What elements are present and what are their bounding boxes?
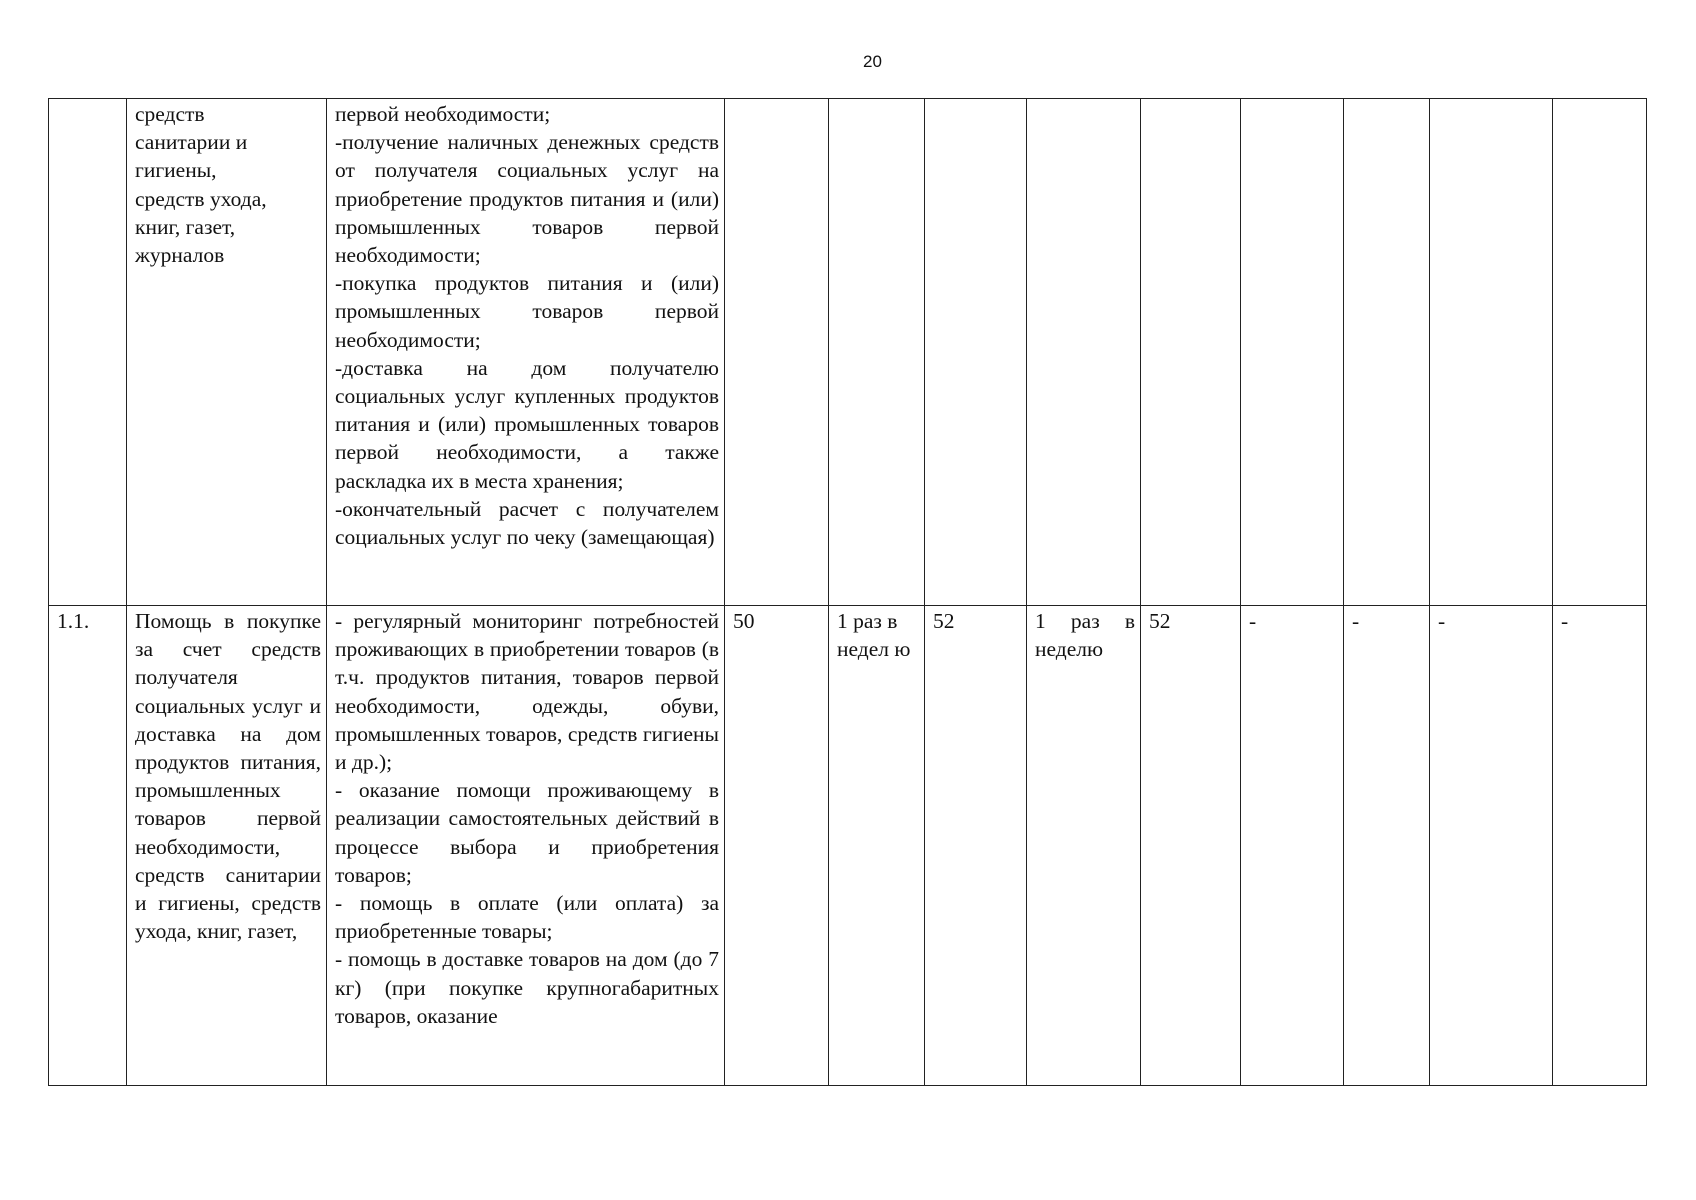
table-cell <box>925 99 1027 606</box>
services-table <box>48 98 1647 1086</box>
service-description-cell <box>327 606 725 1086</box>
service-name-cell: Помощь в покупке за счет средств получателя социальных услуг и доставка на дом продуктов питания, промышленных товаров первой необходимости, средств санитарии и гигиены, средств ухода, книг, газет, <box>127 606 327 1086</box>
table-cell <box>829 99 925 606</box>
description-item: - оказание помощи проживающему в реализации самостоятельных действий в процессе выбора и приобретения товаров; <box>335 778 719 887</box>
table-cell <box>1430 99 1553 606</box>
table-cell: - <box>1344 606 1430 1086</box>
row-number-cell: 1.1. <box>49 606 127 1086</box>
frequency-cell: 1 раз в неделю <box>1027 606 1141 1086</box>
description-item: -доставка на дом получателю социальных услуг купленных продуктов питания и (или) промышленных товаров первой необходимости, а также раскладка их в места хранения; <box>335 355 719 493</box>
service-name-line: средств ухода, <box>135 186 267 211</box>
service-name-line: журналов <box>135 243 225 268</box>
service-name-line: гигиены, <box>135 158 217 183</box>
table-cell <box>1141 99 1241 606</box>
service-description-cell <box>327 99 725 606</box>
description-item: первой необходимости; <box>335 102 551 126</box>
service-name-cell <box>127 99 327 606</box>
description-item: -покупка продуктов питания и (или) промышленных товаров первой необходимости; <box>335 271 719 352</box>
table-cell: - <box>1241 606 1344 1086</box>
table-cell <box>1027 99 1141 606</box>
frequency-cell: 1 раз в недел ю <box>829 606 925 1086</box>
description-item: - регулярный мониторинг потребностей проживающих в приобретении товаров (в т.ч. продуктов питания, товаров первой необходимости, одежды, обуви, промышленных товаров, средств гигиены и др.); <box>335 609 719 775</box>
description-item: -получение наличных денежных средств от получателя социальных услуг на приобретение продуктов питания и (или) промышленных товаров первой необходимости; <box>335 130 719 268</box>
table-cell: - <box>1553 606 1647 1086</box>
service-name-line: санитарии и <box>135 130 248 155</box>
description-item: - помощь в оплате (или оплата) за приобретенные товары; <box>335 891 719 944</box>
table-row <box>49 99 1647 606</box>
description-item: - помощь в доставке товаров на дом (до 7 кг) (при покупке крупногабаритных товаров, оказание <box>335 947 719 1028</box>
service-name-line: средств <box>135 102 205 126</box>
table-cell <box>1344 99 1430 606</box>
service-name-line: книг, газет, <box>135 214 236 239</box>
description-item: -окончательный расчет с получателем социальных услуг по чеку (замещающая) <box>335 496 719 550</box>
table-cell <box>1553 99 1647 606</box>
table-cell <box>725 99 829 606</box>
volume-cell: 52 <box>925 606 1027 1086</box>
page-number: 20 <box>863 52 882 71</box>
row-number-cell <box>49 99 127 606</box>
volume-cell: 50 <box>725 606 829 1086</box>
table-cell <box>1241 99 1344 606</box>
table-cell: - <box>1430 606 1553 1086</box>
table-row <box>49 606 1647 1086</box>
volume-cell: 52 <box>1141 606 1241 1086</box>
